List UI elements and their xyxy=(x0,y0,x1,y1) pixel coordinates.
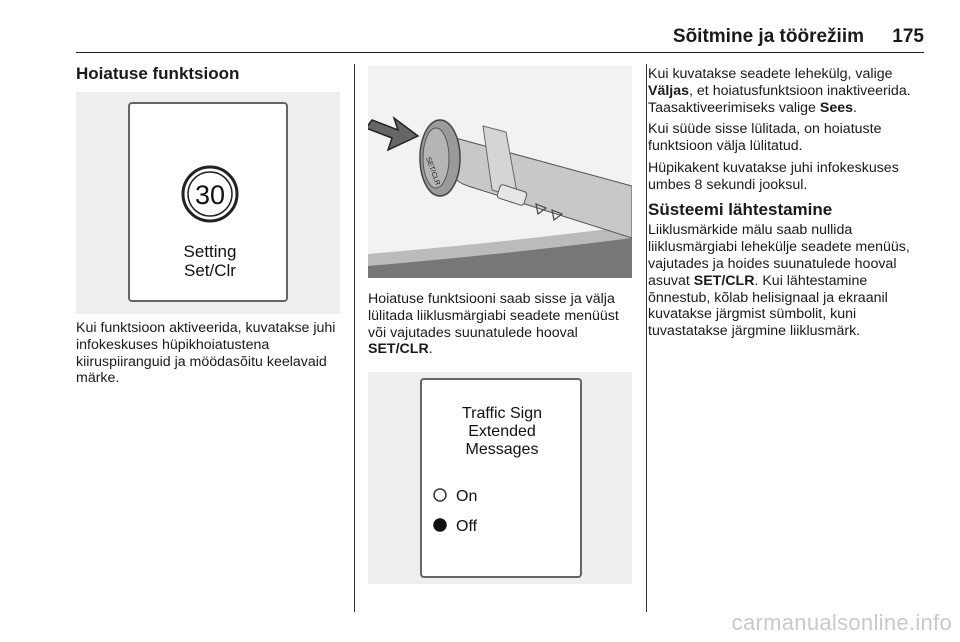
option-on-label: On xyxy=(456,488,478,505)
radio-off-selected-icon xyxy=(434,519,446,531)
right-paragraph-4 xyxy=(648,222,930,340)
page-header xyxy=(76,26,924,53)
stalk-description xyxy=(368,291,640,358)
header-title: Sõitmine ja töörežiim xyxy=(672,26,864,47)
option-off-label: Off xyxy=(456,518,478,535)
middle-paragraph xyxy=(368,291,640,363)
setting-figure xyxy=(76,92,340,314)
set-clr-bold-2: SET/CLR xyxy=(693,272,755,289)
warning-description: Kui funktsioon aktiveerida, kuvatakse juhi infokeskuses hüpikhoiatustena kiiruspiiranguid ja möödasõitu keelavaid märke. xyxy=(76,320,336,387)
section-heading-reset: Süsteemi lähtestamine xyxy=(648,199,833,219)
turn-signal-stalk-illustration xyxy=(368,66,632,278)
page-number: 175 xyxy=(892,26,924,47)
column-divider-2 xyxy=(646,64,647,612)
sees-bold: Sees xyxy=(819,99,854,116)
p4-text-b: . Kui lähtestamine õnnestub, kõlab helisignaal ja ekraanil kuvatakse järgmist sümbolit, kuni tuvastatakse järgmine liiklusmärk. xyxy=(648,272,888,340)
right-column xyxy=(648,66,930,345)
p4-text-a: Liiklusmärkide mälu saab nullida liiklusmärgiabi lehekülje seadete menüüs, vajutades ja hoides suunatulede hooval asuvat xyxy=(648,222,910,289)
menu-title-line-2: Extended xyxy=(468,423,536,440)
set-clr-bold: SET/CLR xyxy=(368,341,429,358)
watermark: carmanualsonline.info xyxy=(731,610,952,635)
stalk-description-end: . xyxy=(428,341,433,358)
section-heading-warning: Hoiatuse funktsioon xyxy=(76,64,240,83)
left-paragraph xyxy=(76,320,348,392)
instrument-display xyxy=(128,102,288,302)
stalk-set-clr-label: SET/CLR xyxy=(424,156,441,187)
stalk-figure xyxy=(368,66,632,278)
menu-title-line-3: Messages xyxy=(465,441,539,458)
p1-text-a: Kui kuvatakse seadete lehekülg, valige xyxy=(648,66,893,82)
speed-limit-sign-icon xyxy=(130,104,286,300)
column-divider-1 xyxy=(354,64,355,612)
valjas-bold: Väljas xyxy=(648,82,690,99)
pointer-arrow-icon xyxy=(368,118,418,150)
stalk-body xyxy=(446,136,633,238)
extended-messages-menu xyxy=(422,380,580,576)
stalk-description-text: Hoiatuse funktsiooni saab sisse ja välja lülitada liiklusmärgiabi seadete menüüst või vajutades suunatulede hooval xyxy=(368,291,619,341)
figure-line-2: Set/Clr xyxy=(184,261,236,280)
right-paragraph-1 xyxy=(648,66,930,116)
right-paragraph-2: Kui süüde sisse lülitada, on hoiatuste funktsioon välja lülitatud. xyxy=(648,121,882,155)
figure-line-1: Setting xyxy=(183,242,237,261)
p1-text-c: . xyxy=(853,99,857,116)
menu-title-line-1: Traffic Sign xyxy=(461,405,543,422)
extended-messages-display xyxy=(420,378,582,578)
radio-on-icon xyxy=(434,489,446,501)
p1-text-b: , et hoiatusfunktsioon inaktiveerida. Taasaktiveerimiseks valige xyxy=(648,82,911,116)
speed-sign-value: 30 xyxy=(194,180,226,210)
right-paragraph-3: Hüpikakent kuvatakse juhi infokeskuses umbes 8 sekundi jooksul. xyxy=(648,159,899,193)
menu-figure xyxy=(368,372,632,584)
left-column xyxy=(76,66,344,83)
